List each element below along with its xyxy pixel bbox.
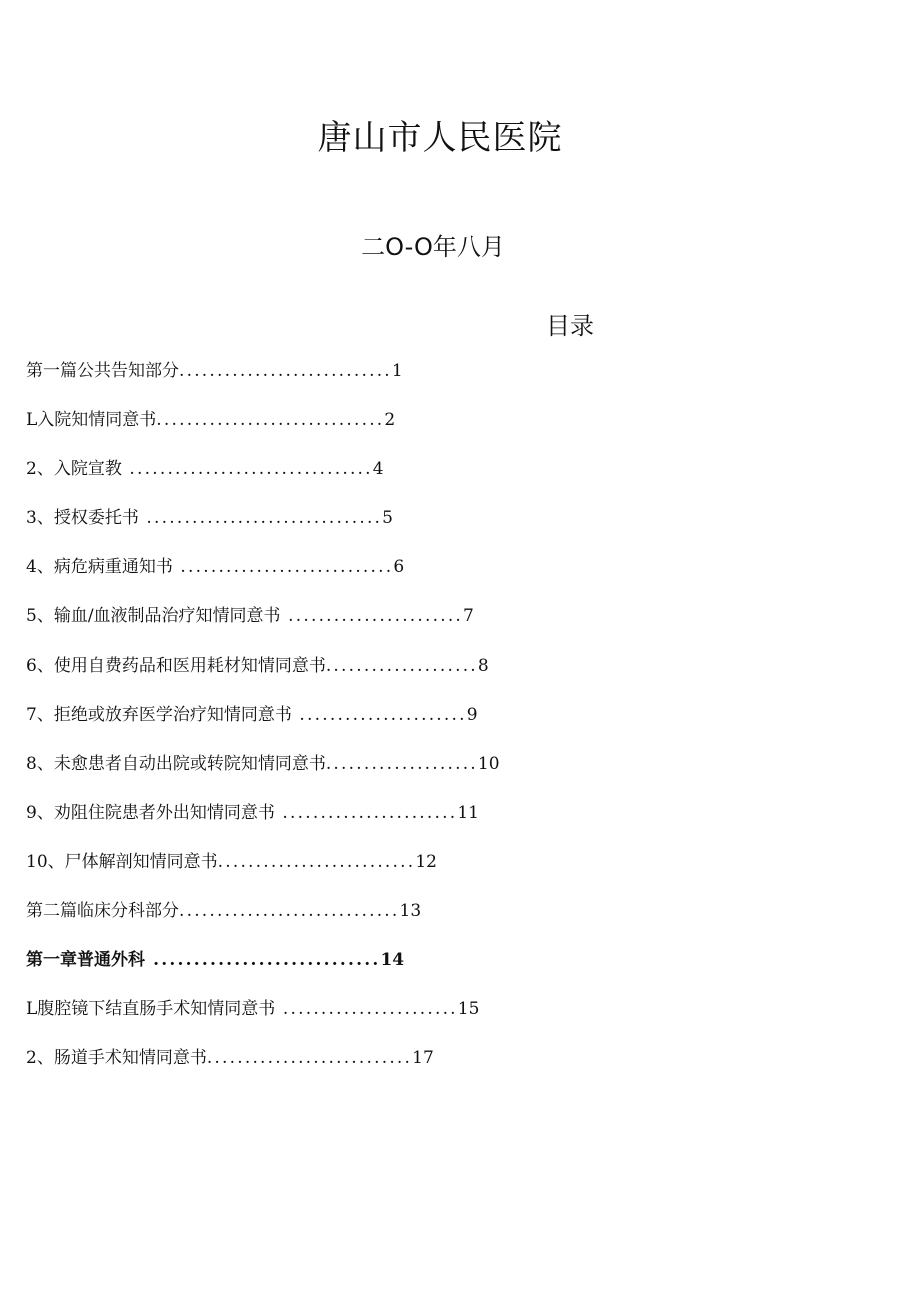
- toc-entry-label: 2、肠道手术知情同意书: [26, 1048, 207, 1069]
- toc-entry-page: 4: [372, 459, 384, 480]
- toc-entry-label: 5、输血/血液制品治疗知情同意书: [26, 606, 281, 627]
- toc-entry-leader: .............................: [179, 901, 400, 922]
- toc-entry-label: 6、使用自费药品和医用耗材知情同意书: [26, 655, 326, 676]
- toc-entry[interactable]: [26, 1043, 500, 1092]
- toc-entry[interactable]: [26, 503, 500, 552]
- toc-entry-label: 第二篇临床分科部分: [26, 901, 179, 922]
- toc-entry-page: 13: [399, 901, 422, 922]
- toc-entry[interactable]: [26, 994, 500, 1043]
- toc-entry-page: 6: [393, 557, 405, 578]
- toc-entry-page: 14: [380, 950, 405, 971]
- toc-entry-leader: ..............................: [156, 410, 385, 431]
- toc-entry-label: 7、拒绝或放弃医学治疗知情同意书: [26, 704, 292, 725]
- toc-entry-label: L入院知情同意书: [26, 410, 157, 431]
- toc-entry[interactable]: [26, 405, 500, 454]
- toc-entry-label: 2、入院宣教: [26, 459, 122, 480]
- toc-entry-leader: ..........................: [217, 851, 416, 872]
- toc-entry-page: 17: [412, 1048, 434, 1069]
- toc-entry-leader: ............................: [172, 557, 394, 578]
- toc-entry-leader: ......................: [291, 704, 467, 725]
- toc-entry-page: 12: [415, 851, 437, 872]
- toc-entry[interactable]: [26, 552, 500, 601]
- toc-entry-label: 10、尸体解剖知情同意书: [26, 851, 218, 872]
- toc-entry-page: 11: [457, 802, 479, 823]
- toc-entry-leader: ...............................: [138, 508, 383, 529]
- toc-entry[interactable]: [26, 651, 500, 700]
- toc-entry-page: 7: [463, 606, 474, 627]
- toc-entry[interactable]: [26, 454, 500, 503]
- toc-entry-label: 8、未愈患者自动出院或转院知情同意书: [26, 753, 326, 774]
- toc-entry[interactable]: [26, 356, 500, 405]
- toc-entry-leader: ...........................: [206, 1048, 413, 1069]
- toc-entry-page: 1: [391, 361, 403, 381]
- toc-entry[interactable]: [26, 945, 500, 994]
- toc-entry[interactable]: [26, 601, 500, 650]
- table-of-contents: [26, 356, 500, 1092]
- toc-entry-leader: ....................: [325, 655, 478, 676]
- toc-entry-page: 8: [477, 655, 489, 676]
- toc-entry[interactable]: [26, 896, 500, 945]
- toc-entry-leader: .......................: [274, 802, 458, 823]
- toc-entry[interactable]: [26, 798, 500, 847]
- toc-entry-label: 第一章普通外科: [26, 950, 145, 971]
- toc-entry-page: 2: [384, 410, 396, 431]
- toc-entry-leader: .......................: [280, 606, 464, 627]
- toc-entry-label: 4、病危病重通知书: [26, 557, 173, 578]
- toc-entry-page: 5: [382, 508, 393, 529]
- toc-entry-label: 3、授权委托书: [26, 508, 139, 529]
- toc-heading: 目录: [546, 312, 594, 340]
- toc-entry-leader: ............................: [179, 361, 392, 381]
- toc-entry-page: 15: [457, 999, 480, 1020]
- document-date: 二O-O年八月: [361, 233, 505, 261]
- toc-entry-label: L腹腔镜下结直肠手术知情同意书: [26, 999, 276, 1020]
- toc-entry-leader: ....................: [325, 753, 478, 774]
- toc-entry-label: 9、劝阻住院患者外出知情同意书: [26, 802, 275, 823]
- toc-entry[interactable]: [26, 700, 500, 749]
- toc-entry-page: 10: [477, 753, 500, 774]
- toc-entry-label: 第一篇公共告知部分: [26, 361, 179, 381]
- document-title: 唐山市人民医院: [317, 118, 563, 158]
- toc-entry[interactable]: [26, 847, 500, 896]
- toc-entry-leader: ................................: [121, 459, 373, 480]
- toc-entry-page: 9: [466, 704, 478, 725]
- toc-entry[interactable]: [26, 749, 500, 798]
- toc-entry-leader: ............................: [145, 950, 381, 971]
- toc-entry-leader: .......................: [275, 999, 458, 1020]
